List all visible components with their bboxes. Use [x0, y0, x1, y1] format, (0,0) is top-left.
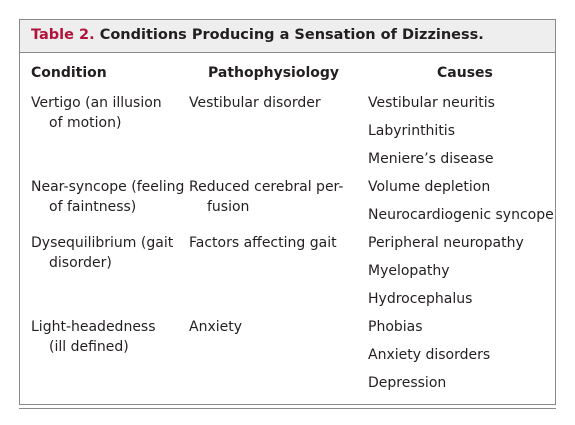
table-row-light-headedness-pathophysiology: [189, 317, 242, 337]
cause-item: Myelopathy: [368, 263, 450, 279]
condition-line: (ill defined): [49, 339, 129, 355]
table-row-near-syncope-condition: [31, 177, 184, 217]
bottom-rule-secondary: [19, 408, 556, 409]
table-row-vertigo-condition: [31, 93, 162, 133]
cause-item: Peripheral neuropathy: [368, 235, 524, 251]
table-row-vertigo-pathophysiology: [189, 93, 321, 113]
cause-item: Labyrinthitis: [368, 123, 455, 139]
condition-line: Dysequilibrium (gait: [31, 235, 174, 251]
condition-line: of motion): [49, 115, 122, 131]
header-condition: Condition: [31, 65, 107, 81]
condition-line: disorder): [49, 255, 112, 271]
table-label: Table 2.: [31, 27, 95, 43]
cause-item: Meniere’s disease: [368, 151, 494, 167]
pathophysiology-line: Reduced cerebral per-: [189, 179, 344, 195]
table-title-bar: [20, 20, 555, 53]
header-pathophysiology: Pathophysiology: [208, 65, 340, 81]
bottom-rule: [19, 404, 556, 405]
cause-item: Volume depletion: [368, 179, 491, 195]
cause-item: Hydrocephalus: [368, 291, 473, 307]
table-row-near-syncope-pathophysiology: [189, 177, 343, 217]
pathophysiology-line: Anxiety: [189, 319, 243, 335]
cause-item: Anxiety disorders: [368, 347, 491, 363]
cause-item: Depression: [368, 375, 447, 391]
pathophysiology-line: Vestibular disorder: [189, 95, 321, 111]
table-row-dysequilibrium-condition: [31, 233, 173, 273]
cause-item: Phobias: [368, 319, 423, 335]
pathophysiology-line: Factors affecting gait: [189, 235, 337, 251]
cause-item: Vestibular neuritis: [368, 95, 495, 111]
condition-line: Vertigo (an illusion: [31, 95, 162, 111]
table-title: [31, 27, 484, 43]
header-causes: Causes: [437, 65, 493, 81]
table-title-text: Conditions Producing a Sensation of Dizziness.: [99, 27, 484, 43]
condition-line: Light-headedness: [31, 319, 156, 335]
table-row-light-headedness-condition: [31, 317, 156, 357]
pathophysiology-line: fusion: [207, 199, 250, 215]
table-row-dysequilibrium-pathophysiology: [189, 233, 337, 253]
table-frame: [19, 19, 556, 405]
condition-line: Near-syncope (feeling: [31, 179, 185, 195]
cause-item: Neurocardiogenic syncope: [368, 207, 554, 223]
condition-line: of faintness): [49, 199, 137, 215]
